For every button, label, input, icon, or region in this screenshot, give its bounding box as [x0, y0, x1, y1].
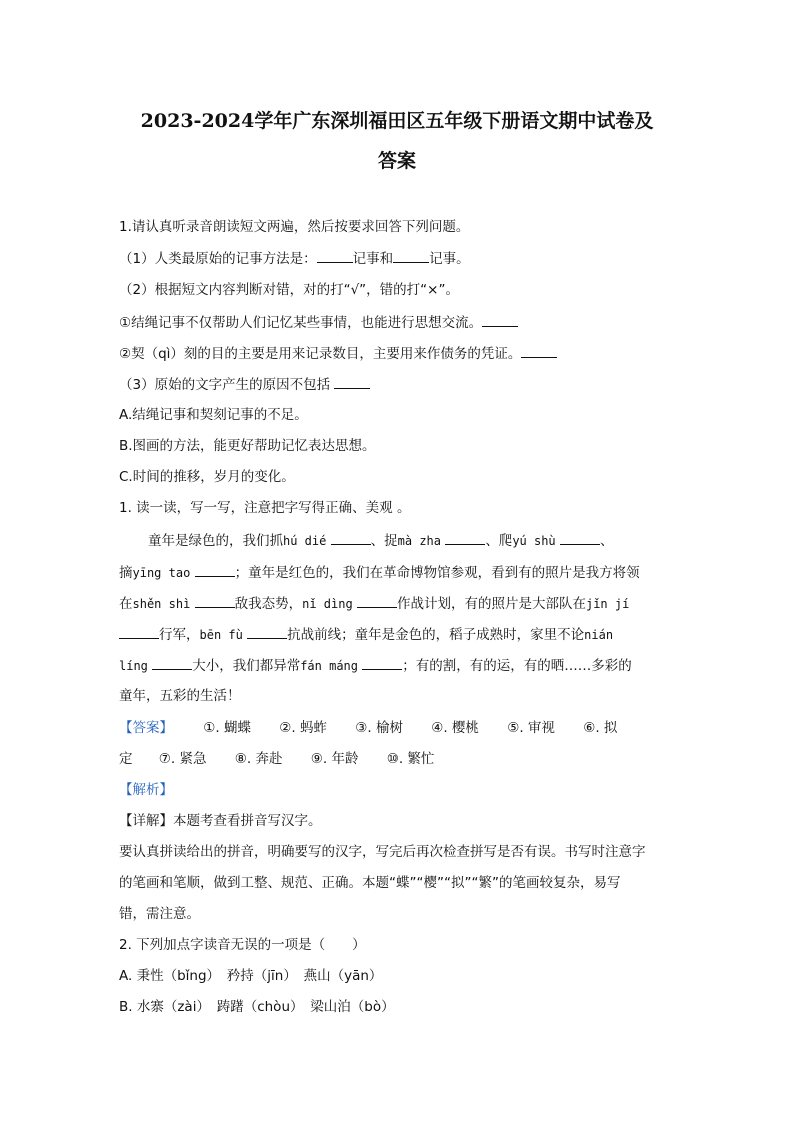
- pinyin-prompt: hú dié: [283, 534, 327, 548]
- q1-part1-text-c: 记事。: [429, 251, 470, 267]
- q2-intro: 2. 下列加点字读音无误的一项是（ ）: [119, 937, 366, 953]
- passage-text: 作战计划，有的照片是大部队在: [396, 596, 586, 612]
- answer-item: ②. 蚂蚱: [279, 720, 327, 736]
- q1-option-b: B.图画的方法，能更好帮助记忆表达思想。: [119, 438, 376, 454]
- statement-text: ①结绳记事不仅帮助人们记忆某些事情，也能进行思想交流。: [119, 315, 483, 331]
- answer-blank[interactable]: [357, 593, 397, 608]
- q1-part3-text: （3）原始的文字产生的原因不包括: [119, 377, 331, 393]
- answer-item: 定: [119, 751, 133, 767]
- q1-part1-text-a: （1）人类最原始的记事方法是：: [119, 251, 317, 267]
- passage-text: ；童年是红色的，我们在革命博物馆参观，看到有的照片是我方将领: [234, 565, 640, 581]
- pinyin-prompt: jǐn jí: [585, 597, 630, 611]
- q1b-intro: 1. 读一读，写一写，注意把字写得正确、美观 。: [119, 500, 411, 516]
- answer-blank[interactable]: [521, 343, 557, 358]
- analysis-label: 【解析】: [119, 782, 173, 798]
- passage-text: 大小，我们都异常: [192, 658, 301, 674]
- passage-text: 在: [119, 596, 133, 612]
- q2-option-a: A. 秉性（bǐng） 矜持（jīn） 燕山（yān）: [119, 968, 383, 984]
- passage-text: 敌我态势，: [234, 596, 303, 612]
- answer-blank[interactable]: [247, 624, 287, 639]
- statement-text: ②契（qì）刻的目的主要是用来记录数目，主要用来作债务的凭证。: [119, 346, 522, 362]
- answer-blank[interactable]: [195, 593, 235, 608]
- pinyin-prompt: yīng tao: [132, 566, 191, 580]
- pinyin-prompt: shěn shì: [132, 597, 191, 611]
- pinyin-prompt: yú shù: [512, 534, 556, 548]
- q2-option-b: B. 水寨（zài） 踌躇（chòu） 梁山泊（bò）: [119, 999, 395, 1015]
- answer-blank[interactable]: [445, 530, 485, 545]
- answer-blank[interactable]: [317, 248, 353, 263]
- detail-text: 本题考查看拼音写汉字。: [173, 813, 322, 829]
- answer-item: ①. 蝴蝶: [203, 720, 251, 736]
- answer-row1: [119, 718, 617, 738]
- pinyin-prompt: nián: [584, 628, 614, 642]
- answer-blank[interactable]: [331, 530, 371, 545]
- pinyin-prompt: bēn fù: [199, 628, 243, 642]
- answer-item: ⑨. 年龄: [310, 751, 359, 767]
- passage-text: 、捉: [370, 533, 398, 549]
- answer-blank[interactable]: [482, 312, 518, 327]
- passage-text: 、: [599, 533, 614, 549]
- passage-text: 抗战前线；童年是金色的，稻子成熟时，家里不论: [287, 627, 585, 643]
- answer-blank[interactable]: [362, 655, 402, 670]
- q1-part1: [119, 248, 470, 269]
- q1b-line6: 童年，五彩的生活！: [119, 688, 241, 704]
- q1-option-c: C.时间的推移，岁月的变化。: [119, 469, 295, 485]
- q1-option-a: A.结绳记事和契刻记事的不足。: [119, 407, 308, 423]
- detail-line: [119, 811, 322, 831]
- answer-item: ⑦. 紧急: [158, 751, 207, 767]
- answer-blank[interactable]: [119, 624, 159, 639]
- answer-item: ⑥. 拟: [583, 720, 618, 736]
- passage-text: 童年是绿色的，我们抓: [148, 533, 283, 549]
- q1b-line3: [119, 593, 629, 614]
- q1b-line5: [119, 655, 632, 676]
- answer-label: 【答案】: [119, 720, 173, 736]
- pinyin-prompt: mà zha: [397, 534, 442, 548]
- answer-blank[interactable]: [560, 530, 600, 545]
- explanation-line3: 错，需注意。: [119, 906, 200, 922]
- q1b-line1: [148, 530, 613, 551]
- q1-part1-text-b: 记事和: [352, 251, 394, 267]
- q1b-line2: [119, 562, 640, 583]
- passage-text: 行军，: [159, 627, 200, 643]
- explanation-line2: 的笔画和笔顺，做到工整、规范、正确。本题“蝶”“樱”“拟”“繁”的笔画较复杂，易写: [119, 875, 621, 891]
- answer-blank[interactable]: [393, 248, 429, 263]
- answer-item: ③. 榆树: [355, 720, 403, 736]
- answer-item: ⑤. 审视: [507, 720, 555, 736]
- answer-blank[interactable]: [152, 655, 192, 670]
- q1-part2-statement2: [119, 343, 557, 364]
- answer-blank[interactable]: [334, 374, 370, 389]
- pinyin-prompt: líng: [119, 659, 148, 673]
- q1-intro: 1.请认真听录音朗读短文两遍，然后按要求回答下列问题。: [119, 219, 470, 235]
- document-title-line2: 答案: [377, 150, 416, 172]
- passage-text: 摘: [119, 565, 133, 581]
- answer-item: ⑧. 奔赴: [234, 751, 283, 767]
- q1-part3: [119, 374, 370, 395]
- answer-row2: [119, 749, 434, 769]
- pinyin-prompt: fán máng: [300, 659, 358, 673]
- pinyin-prompt: nǐ dìng: [302, 597, 353, 611]
- passage-text: ；有的割，有的运，有的晒……多彩的: [402, 658, 632, 674]
- q1b-line4: [119, 624, 613, 645]
- q1-part2: （2）根据短文内容判断对错，对的打“√”，错的打“×”。: [119, 282, 459, 298]
- document-title-line1: 2023-2024学年广东深圳福田区五年级下册语文期中试卷及: [140, 110, 654, 132]
- q1-part2-statement1: [119, 312, 518, 333]
- explanation-line1: 要认真拼读给出的拼音，明确要写的汉字，写完后再次检查拼写是否有误。书写时注意字: [119, 844, 646, 860]
- answer-item: ④. 樱桃: [431, 720, 479, 736]
- answer-blank[interactable]: [195, 562, 235, 577]
- answer-item: ⑩. 繁忙: [386, 751, 435, 767]
- detail-label: 【详解】: [119, 813, 173, 829]
- passage-text: 、爬: [485, 533, 513, 549]
